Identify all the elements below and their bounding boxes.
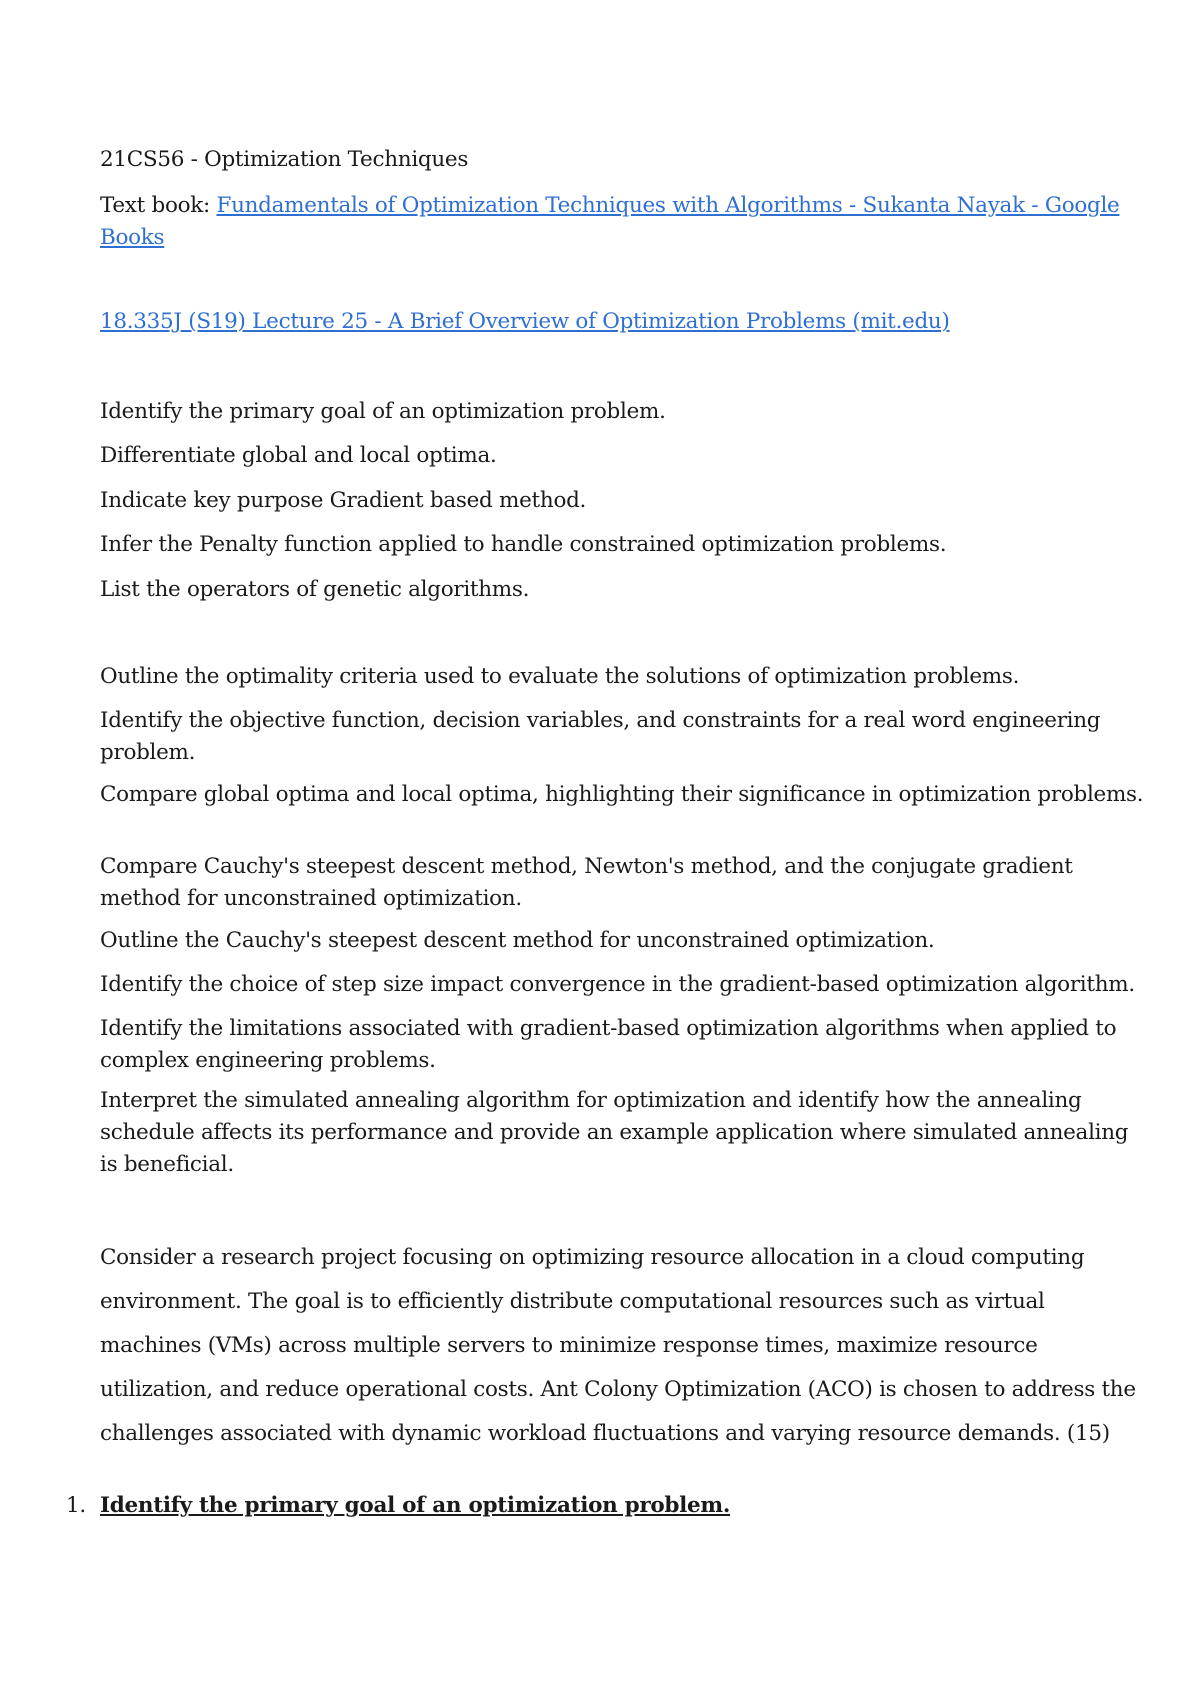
medium-question: Outline the optimality criteria used to evaluate the solutions of optimization problems. bbox=[100, 664, 1020, 689]
short-question: Infer the Penalty function applied to handle constrained optimization problems. bbox=[100, 532, 947, 557]
short-question: Identify the primary goal of an optimization problem. bbox=[100, 399, 666, 424]
textbook-link[interactable]: Fundamentals of Optimization Techniques with Algorithms - Sukanta Nayak - Google Books bbox=[100, 193, 1120, 250]
medium-question: Compare global optima and local optima, highlighting their significance in optimization problems. bbox=[100, 782, 1144, 807]
medium-question: Identify the choice of step size impact convergence in the gradient-based optimization algorithm. bbox=[100, 972, 1135, 997]
short-question: Differentiate global and local optima. bbox=[100, 443, 497, 468]
textbook-label: Text book: bbox=[100, 193, 217, 218]
lecture-link[interactable]: 18.335J (S19) Lecture 25 - A Brief Overview of Optimization Problems (mit.edu) bbox=[100, 309, 950, 334]
case-study-paragraph: Consider a research project focusing on optimizing resource allocation in a cloud computing environment. The goal is to efficiently distribute computational resources such as virtual machines (VMs) across multiple servers to minimize response times, maximize resource utilization, and reduce operational costs. Ant Colony Optimization (ACO) is chosen to address the challenges associated with dynamic workload fluctuations and varying resource demands. (15) bbox=[100, 1245, 1136, 1446]
short-question: List the operators of genetic algorithms. bbox=[100, 577, 530, 602]
medium-question: Compare Cauchy's steepest descent method, Newton's method, and the conjugate gradient method for unconstrained optimization. bbox=[100, 854, 1073, 911]
answer-heading-number: 1. bbox=[66, 1493, 86, 1518]
answer-heading bbox=[66, 1490, 730, 1522]
medium-question: Interpret the simulated annealing algorithm for optimization and identify how the annealing schedule affects its performance and provide an example application where simulated annealing is beneficial. bbox=[100, 1088, 1129, 1177]
short-question: Indicate key purpose Gradient based method. bbox=[100, 488, 587, 513]
textbook-line bbox=[100, 190, 1150, 254]
medium-question: Identify the objective function, decision variables, and constraints for a real word engineering problem. bbox=[100, 708, 1101, 765]
medium-question: Outline the Cauchy's steepest descent method for unconstrained optimization. bbox=[100, 928, 935, 953]
answer-heading-text: Identify the primary goal of an optimization problem. bbox=[100, 1493, 731, 1518]
lecture-line bbox=[100, 306, 950, 338]
medium-question: Identify the limitations associated with gradient-based optimization algorithms when applied to complex engineering problems. bbox=[100, 1016, 1117, 1073]
course-title: 21CS56 - Optimization Techniques bbox=[100, 147, 469, 172]
